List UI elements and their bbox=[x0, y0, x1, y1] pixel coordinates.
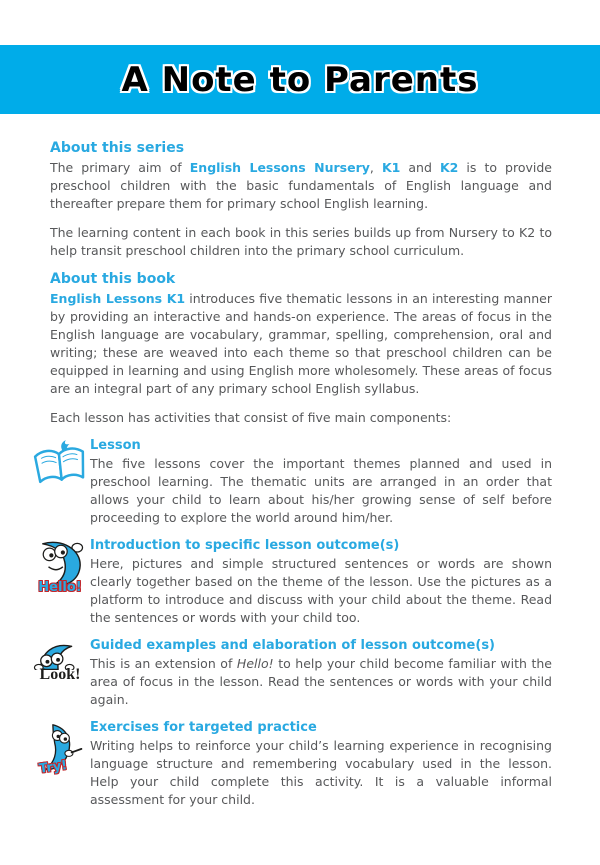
component-icon-cell bbox=[30, 438, 90, 488]
component-icon-cell bbox=[30, 538, 90, 595]
component-hello bbox=[30, 538, 552, 627]
hello-label: Hello! bbox=[38, 580, 82, 595]
component-text bbox=[90, 538, 552, 627]
component-body: The five lessons cover the important themes planned and used in preschool learning. The thematic units are arranged in an order that allows your child to learn about his/her growing sense of self before proceeding to explore the world around him/her. bbox=[90, 456, 552, 525]
hello-character-icon bbox=[33, 540, 87, 595]
try-label: Try! bbox=[37, 758, 69, 777]
open-book-icon bbox=[30, 437, 91, 491]
component-heading-look: Guided examples and elaboration of lesson outcome(s) bbox=[90, 638, 495, 653]
component-text bbox=[90, 638, 552, 709]
component-body: Writing helps to reinforce your child’s learning experience in recognising language structure and remembering vocabulary used in the lesson. Help your child complete this activity. It is a valuable informal assessment for your child. bbox=[90, 738, 552, 807]
component-heading-lesson: Lesson bbox=[90, 438, 141, 453]
component-body: Here, pictures and simple structured sentences or words are shown clearly together based on the theme of the lesson. Use the pictures as a platform to introduce and discuss with your child about the theme. Read the sentences or words with your child too. bbox=[90, 556, 552, 625]
page-title: A Note to Parents bbox=[121, 59, 479, 100]
paragraph: English Lessons K1 introduces five thematic lessons in an interesting manner by providing an interactive and hands-on experience. The areas of focus in the English language are vocabulary, grammar, spelling, comprehension, oral and writing; these are weaved into each theme so that preschool children can be equipped in learning and using English more wholesomely. These areas of focus are an integral part of any primary school English syllabus. bbox=[50, 291, 552, 396]
page-content bbox=[37, 140, 552, 809]
section-heading-about-book: About this book bbox=[50, 271, 176, 287]
components-intro-line: Each lesson has activities that consist of five main components: bbox=[50, 410, 452, 425]
paragraph: The learning content in each book in this series builds up from Nursery to K2 to help transit preschool children into the primary school curriculum. bbox=[50, 225, 552, 258]
component-body: This is an extension of Hello! to help your child become familiar with the area of focus in the lesson. Read the sentences or words with your child again. bbox=[90, 656, 552, 707]
component-heading-hello: Introduction to specific lesson outcome(s) bbox=[90, 538, 400, 553]
component-look bbox=[30, 638, 552, 709]
look-label: Look! bbox=[39, 666, 81, 683]
paragraph: The primary aim of English Lessons Nursery, K1 and K2 is to provide preschool children with the basic fundamentals of English language and thereafter prepare them for primary school English learning. bbox=[50, 160, 552, 211]
try-character-icon bbox=[35, 722, 85, 775]
section-heading-about-series: About this series bbox=[50, 140, 185, 156]
section-about-book bbox=[50, 271, 552, 398]
component-text bbox=[90, 720, 552, 809]
look-character-icon bbox=[33, 640, 87, 684]
section-about-series bbox=[50, 140, 552, 260]
component-lesson bbox=[30, 438, 552, 527]
component-text bbox=[90, 438, 552, 527]
component-icon-cell bbox=[30, 720, 90, 775]
component-icon-cell bbox=[30, 638, 90, 684]
page-header-band bbox=[0, 45, 600, 114]
parents-note-page bbox=[0, 45, 600, 809]
component-heading-try: Exercises for targeted practice bbox=[90, 720, 317, 735]
component-try bbox=[30, 720, 552, 809]
